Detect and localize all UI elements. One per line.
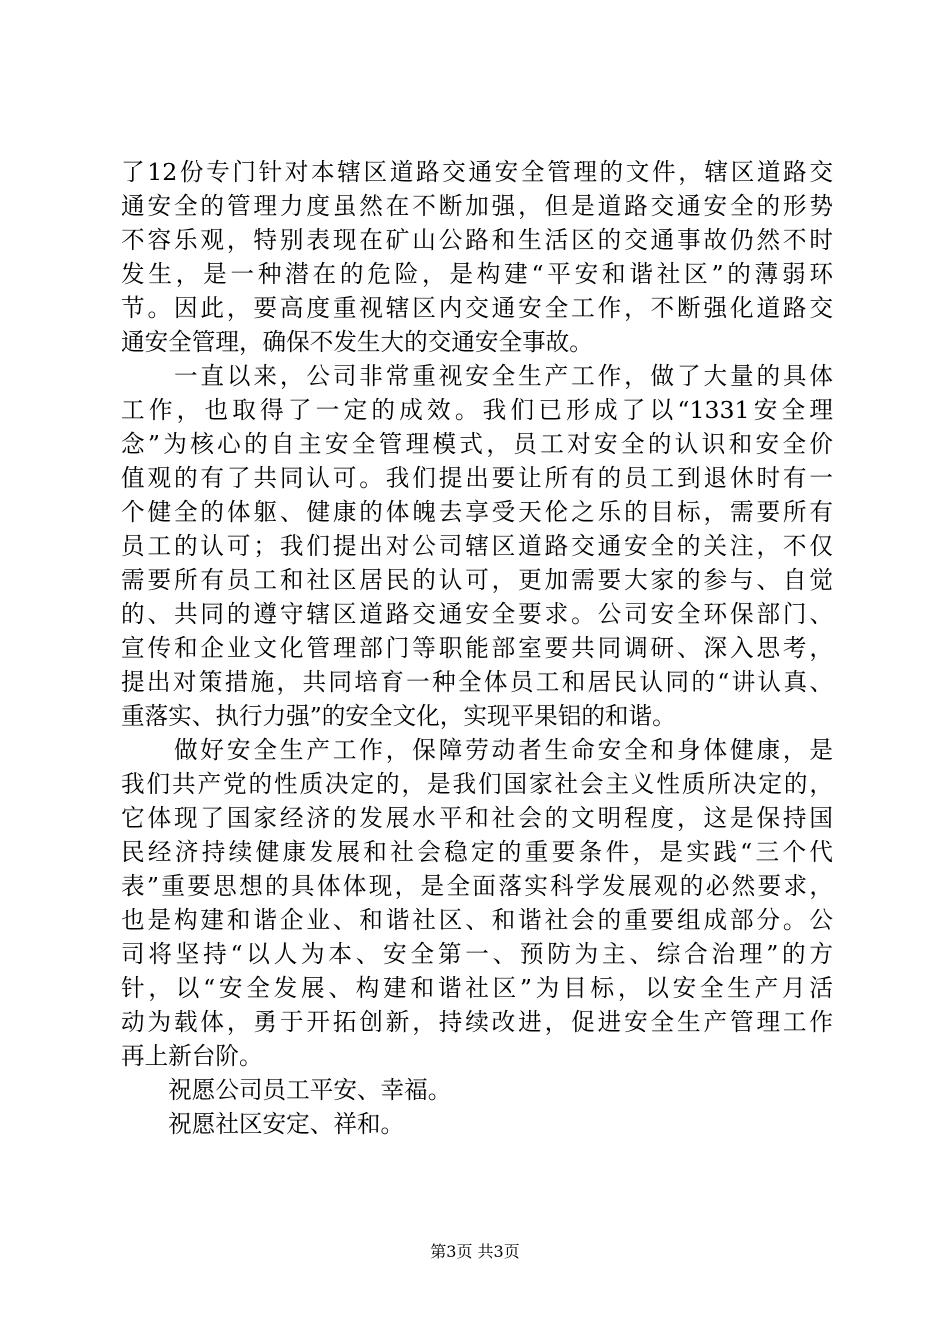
- text-line: 再上新台阶。: [121, 1042, 263, 1070]
- document-body: [121, 155, 833, 1141]
- text-line: 的、共同的遵守辖区道路交通安全要求。公司安全环保部门、: [121, 600, 833, 628]
- text-line: 也是构建和谐企业、和谐社区、和谐社会的重要组成部分。公: [121, 906, 833, 934]
- text-line: 祝愿公司员工平安、幸福。: [121, 1076, 452, 1104]
- text-line: 了12份专门针对本辖区道路交通安全管理的文件，辖区道路交: [121, 158, 833, 186]
- text-line: 个健全的体躯、健康的体魄去享受天伦之乐的目标，需要所有: [121, 498, 833, 526]
- text-line: 需要所有员工和社区居民的认可，更加需要大家的参与、自觉: [121, 566, 833, 594]
- text-line: 节。因此，要高度重视辖区内交通安全工作，不断强化道路交: [121, 294, 833, 322]
- text-line: 民经济持续健康发展和社会稳定的重要条件，是实践“三个代: [121, 838, 833, 866]
- text-line: 重落实、执行力强”的安全文化，实现平果铝的和谐。: [121, 702, 676, 730]
- text-line: 祝愿社区安定、祥和。: [121, 1110, 405, 1138]
- text-line: 念”为核心的自主安全管理模式，员工对安全的认识和安全价: [121, 430, 833, 458]
- text-line: 动为载体，勇于开拓创新，持续改进，促进安全生产管理工作: [121, 1008, 833, 1036]
- text-line: 通安全的管理力度虽然在不断加强，但是道路交通安全的形势: [121, 192, 833, 220]
- text-line: 我们共产党的性质决定的，是我们国家社会主义性质所决定的，: [121, 770, 833, 798]
- text-line: 它体现了国家经济的发展水平和社会的文明程度，这是保持国: [121, 804, 833, 832]
- text-line: 宣传和企业文化管理部门等职能部室要共同调研、深入思考，: [121, 634, 833, 662]
- text-line: 工作，也取得了一定的成效。我们已形成了以“1331安全理: [121, 396, 833, 424]
- text-line: 不容乐观，特别表现在矿山公路和生活区的交通事故仍然不时: [121, 226, 833, 254]
- text-line: 员工的认可；我们提出对公司辖区道路交通安全的关注，不仅: [121, 532, 833, 560]
- text-line: 表”重要思想的具体体现，是全面落实科学发展观的必然要求，: [121, 872, 833, 900]
- text-line: 一直以来，公司非常重视安全生产工作，做了大量的具体: [121, 362, 833, 390]
- text-line: 值观的有了共同认可。我们提出要让所有的员工到退休时有一: [121, 464, 833, 492]
- text-line: 通安全管理，确保不发生大的交通安全事故。: [121, 328, 593, 356]
- text-line: 做好安全生产工作，保障劳动者生命安全和身体健康，是: [121, 736, 833, 764]
- page-footer: 第3页 共3页: [430, 1242, 520, 1261]
- text-line: 提出对策措施，共同培育一种全体员工和居民认同的“讲认真、: [121, 668, 833, 696]
- text-line: 发生，是一种潜在的危险，是构建“平安和谐社区”的薄弱环: [121, 260, 833, 288]
- text-line: 司将坚持“以人为本、安全第一、预防为主、综合治理”的方: [121, 940, 833, 968]
- text-line: 针，以“安全发展、构建和谐社区”为目标，以安全生产月活: [121, 974, 833, 1002]
